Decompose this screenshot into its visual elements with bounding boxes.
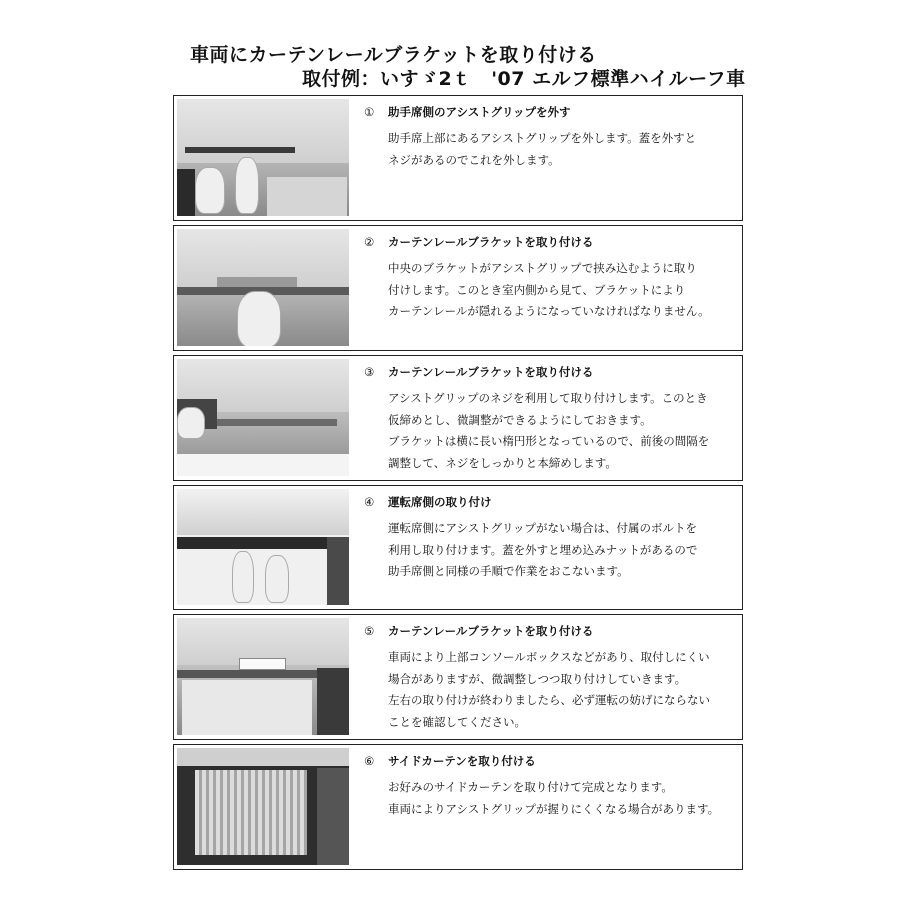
step-3-body	[388, 388, 733, 474]
step-2-heading	[364, 234, 593, 250]
step-text-line: 助手席側と同様の手順で作業をおこないます。	[388, 564, 629, 578]
step-text-line: 車両により上部コンソールボックスなどがあり、取付しにくい	[388, 650, 710, 664]
step-text-line: カーテンレールが隠れるようになっていなければなりません。	[388, 304, 710, 318]
step-title: 助手席側のアシストグリップを外す	[388, 105, 571, 119]
step-text-line: 左右の取り付けが終わりましたら、必ず運転の妨げにならない	[388, 693, 710, 707]
step-title: カーテンレールブラケットを取り付ける	[388, 235, 594, 249]
step-number: ②	[364, 235, 375, 249]
step-text-line: 車両によりアシストグリップが握りにくくなる場合があります。	[388, 801, 720, 816]
step-title: 運転席側の取り付け	[388, 495, 492, 509]
step-1-heading	[364, 104, 571, 120]
step-1-photo	[177, 99, 349, 216]
step-6-photo	[177, 748, 349, 865]
step-4-body	[388, 518, 733, 583]
step-2-photo	[177, 229, 349, 346]
step-6	[173, 744, 743, 870]
step-3	[173, 355, 743, 481]
step-number: ④	[364, 495, 375, 509]
step-number: ①	[364, 105, 375, 119]
step-6-heading	[364, 753, 536, 769]
step-text-line: 運転席側にアシストグリップがない場合は、付属のボルトを	[388, 521, 698, 535]
document-subtitle: 取付例：いすゞ2ｔ '07 エルフ標準ハイルーフ車	[302, 68, 746, 90]
step-2	[173, 225, 743, 351]
step-text-line: ことを確認してください。	[388, 714, 526, 729]
step-2-body	[388, 258, 733, 323]
step-text-line: 場合がありますが、微調整しつつ取り付けしていきます。	[388, 671, 687, 686]
step-text-line: ネジがあるのでこれを外します。	[388, 152, 560, 167]
step-6-body	[388, 777, 733, 820]
step-number: ③	[364, 365, 375, 379]
document-title: 車両にカーテンレールブラケットを取り付ける	[190, 44, 597, 66]
step-5	[173, 614, 743, 740]
step-5-body	[388, 647, 733, 733]
step-text-line: ブラケットは横に長い楕円形となっているので、前後の間隔を	[388, 434, 710, 448]
step-3-heading	[364, 364, 593, 380]
step-text-line: 仮締めとし、微調整ができるようにしておきます。	[388, 412, 652, 427]
step-4-photo	[177, 489, 349, 605]
step-text-line: 利用し取り付けます。蓋を外すと埋め込みナットがあるので	[388, 542, 698, 557]
step-title: サイドカーテンを取り付ける	[388, 754, 536, 768]
step-text-line: 中央のブラケットがアシストグリップで挟み込むように取り	[388, 261, 697, 275]
step-number: ⑥	[364, 754, 375, 768]
step-3-photo	[177, 359, 349, 476]
step-5-photo	[177, 618, 349, 735]
step-number: ⑤	[364, 624, 375, 638]
step-title: カーテンレールブラケットを取り付ける	[388, 365, 594, 379]
step-text-line: お好みのサイドカーテンを取り付けて完成となります。	[388, 780, 673, 794]
step-5-heading	[364, 623, 593, 639]
step-title: カーテンレールブラケットを取り付ける	[388, 624, 594, 638]
step-4	[173, 485, 743, 610]
step-1	[173, 95, 743, 221]
step-text-line: 調整して、ネジをしっかりと本締めします。	[388, 455, 617, 470]
step-text-line: アシストグリップのネジを利用して取り付けします。このとき	[388, 391, 708, 405]
step-4-heading	[364, 494, 492, 510]
step-text-line: 助手席上部にあるアシストグリップを外します。蓋を外すと	[388, 131, 697, 145]
step-text-line: 付けします。このとき室内側から見て、ブラケットにより	[388, 282, 686, 297]
step-1-body	[388, 128, 733, 171]
